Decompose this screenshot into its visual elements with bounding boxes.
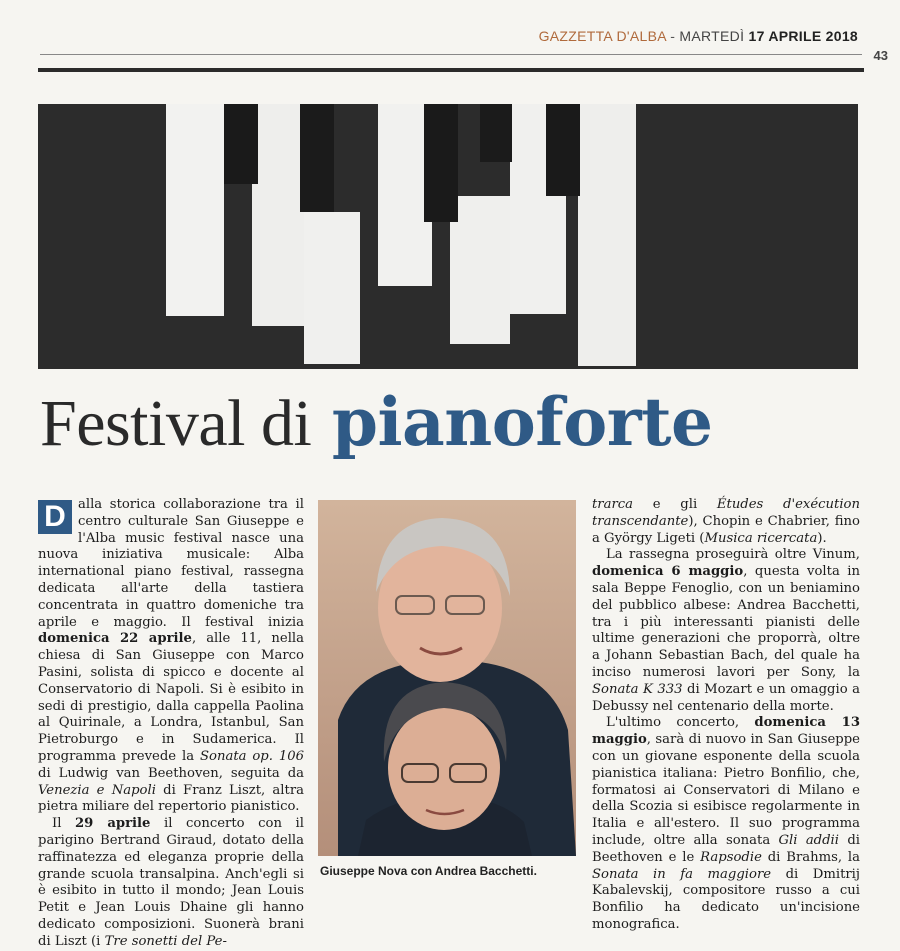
italic-title: Tre sonetti del Pe- [104, 933, 227, 949]
piano-keys-photo [38, 104, 858, 369]
portrait-illustration [318, 500, 576, 856]
text-run: di Dmitrij Kabalevskij, compositore russo a cui Bonfilio ha dedicato un'incisione monografica. [592, 866, 860, 932]
photo-caption: Giuseppe Nova con Andrea Bacchetti. [320, 864, 537, 878]
paragraph [592, 547, 860, 715]
header-date: 17 APRILE 2018 [748, 28, 858, 44]
header-separator: - [666, 28, 680, 44]
text-run: La rassegna proseguirà oltre Vinum, [606, 547, 860, 563]
text-run: di Brahms, la [761, 849, 860, 865]
paragraph [38, 497, 304, 816]
italic-title: Sonata in fa maggiore [592, 866, 772, 882]
black-key [480, 104, 512, 162]
text-run: , questa volta in sala Beppe Fenoglio, con un beniamino del pubblico albese: Andrea Bacchetti, tra i più interessanti pianisti delle ultime generazioni che proporrà, oltre a Johann Sebastian Bach, del quale ha inciso numerosi lavori per Sony, la [592, 564, 860, 680]
black-key [300, 104, 334, 212]
page-header [539, 28, 858, 44]
bold-date: domenica 13 maggio [592, 715, 860, 748]
text-run: di Beethoven e le [592, 832, 860, 865]
text-run: il concerto con il parigino Bertrand Giraud, dotato della raffinatezza ed eleganza proprie della grande scuola transalpina. Anch'egli si è esibito in tutto il mondo; Jean Louis Petit e Jean Louis Dhaine gli hanno dedicato composizioni. Suonerà brani di Liszt (i [38, 816, 304, 949]
italic-title: Musica ricercata [704, 530, 818, 546]
italic-title: Rapsodie [700, 849, 762, 865]
text-run: , sarà di nuovo in San Giuseppe con un giovane esponente della scuola pianistica italiana: Pietro Bonfilio, che, formatosi ai Conservatori di Milano e della Scozia si esibisce regolarmente in Italia e all'estero. Il suo programma include, oltre alla sonata [592, 732, 860, 848]
white-key [252, 104, 306, 326]
text-run: alla storica collaborazione tra il centro culturale San Giuseppe e l'Alba music festival nasce una nuova iniziativa musicale: Alba international piano festival, rassegna dedicata all'arte della tastiera concentrata in quattro domeniche tra aprile e maggio. Il festival inizia [38, 497, 304, 630]
white-key [450, 196, 510, 344]
paragraph [592, 497, 860, 547]
headline-part2: pianoforte [331, 383, 713, 461]
header-divider [40, 54, 862, 55]
text-run: di Mozart e un omaggio a Debussy nel centenario della morte. [592, 681, 861, 714]
white-key [378, 104, 432, 286]
italic-title: Sonata op. 106 [199, 748, 305, 764]
text-run: di Ludwig van Beethoven, seguita da [38, 765, 304, 781]
bold-date: domenica 6 maggio [592, 564, 744, 580]
text-run: di Franz Liszt, altra pietra miliare del repertorio pianistico. [38, 782, 304, 815]
italic-title: Études d'exécution transcendante [592, 497, 860, 529]
paragraph [38, 816, 304, 950]
headline-part1: Festival di [40, 387, 312, 460]
article-column-right [592, 497, 860, 934]
text-run: L'ultimo concerto, [606, 715, 755, 731]
italic-title: Gli addii [778, 832, 839, 848]
page-number: 43 [873, 48, 888, 63]
italic-title: Venezia e Napoli [38, 782, 156, 798]
text-run: e gli [633, 497, 717, 512]
publication-name: GAZZETTA D'ALBA [538, 28, 667, 44]
italic-title: Sonata K 333 [592, 681, 683, 697]
drop-cap: D [38, 500, 72, 534]
bold-date: 29 aprile [75, 816, 151, 832]
bold-date: domenica 22 aprile [38, 631, 192, 647]
black-key [424, 104, 458, 222]
header-rule [38, 68, 864, 72]
text-run: Il [52, 816, 75, 832]
text-run: , alle 11, nella chiesa di San Giuseppe con Marco Pasini, solista di spicco e docente al Conservatorio di Napoli. Si è esibito in sedi di prestigio, dalla cappella Paolina al Quirinale, a Londra, Istanbul, San Pietroburgo e in Sudamerica. Il programma prevede la [38, 631, 304, 764]
paragraph [592, 715, 860, 933]
italic-title: trarca [592, 497, 634, 512]
header-weekday: MARTEDÌ [679, 28, 745, 44]
black-key [224, 104, 258, 184]
piano-keys-illustration [38, 104, 858, 369]
white-key [304, 212, 360, 364]
black-key [546, 104, 580, 196]
article-column-left [38, 497, 304, 951]
text-run: ), Chopin e Chabrier, fino a György Ligeti ( [592, 513, 860, 546]
white-key [166, 104, 224, 316]
article-headline [40, 382, 712, 464]
white-key [578, 104, 636, 366]
portrait-photo [318, 500, 576, 856]
text-run: ). [817, 530, 827, 546]
